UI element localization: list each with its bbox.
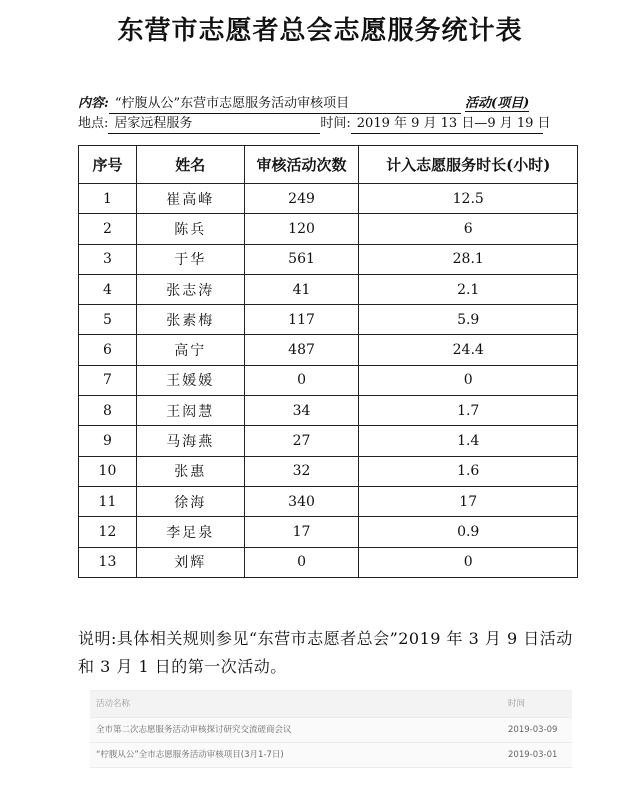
activity-date: 2019-03-01 bbox=[508, 750, 558, 760]
cell-name: 张素梅 bbox=[136, 305, 244, 335]
project-name: “柠腹从公”东营市志愿服务活动审核项目 bbox=[109, 95, 461, 114]
cell-count: 41 bbox=[244, 274, 359, 304]
header-activity-name: 活动名称 bbox=[96, 699, 131, 709]
activity-name-link[interactable]: “柠腹从公”全市志愿服务活动审核项目(3月1-7日) bbox=[96, 750, 284, 760]
activity-date: 2019-03-09 bbox=[508, 725, 558, 735]
header-activity-time: 时间 bbox=[508, 699, 526, 709]
cell-name: 李足泉 bbox=[136, 517, 244, 547]
cell-hours: 0.9 bbox=[359, 517, 578, 547]
cell-count: 27 bbox=[244, 426, 359, 456]
header-hours: 计入志愿服务时长(小时) bbox=[359, 146, 578, 184]
cell-index: 10 bbox=[79, 456, 137, 486]
table-header-row bbox=[79, 146, 578, 184]
cell-index: 11 bbox=[79, 486, 137, 516]
cell-count: 32 bbox=[244, 456, 359, 486]
table-row bbox=[79, 365, 578, 395]
cell-index: 12 bbox=[79, 517, 137, 547]
header-count: 审核活动次数 bbox=[244, 146, 359, 184]
cell-name: 崔高峰 bbox=[136, 184, 244, 214]
cell-hours: 28.1 bbox=[359, 244, 578, 274]
cell-name: 马海燕 bbox=[136, 426, 244, 456]
cell-name: 张志涛 bbox=[136, 274, 244, 304]
activity-label: 活动(项目) bbox=[464, 96, 530, 111]
cell-name: 王闳慧 bbox=[136, 396, 244, 426]
note-text: 说明:具体相关规则参见“东营市志愿者总会”2019 年 3 月 9 日活动和 3 月 1 日的第一次活动。 bbox=[78, 629, 573, 676]
cell-count: 17 bbox=[244, 517, 359, 547]
cell-hours: 2.1 bbox=[359, 274, 578, 304]
cell-count: 249 bbox=[244, 184, 359, 214]
activity-list bbox=[90, 690, 572, 768]
time-value: 2019 年 9 月 13 日—9 月 19 日 bbox=[351, 115, 543, 134]
place-value: 居家远程服务 bbox=[108, 115, 320, 134]
meta-content-line bbox=[78, 95, 578, 114]
table-row bbox=[79, 305, 578, 335]
cell-name: 高宁 bbox=[136, 335, 244, 365]
table-row bbox=[79, 486, 578, 516]
place-label: 地点: bbox=[78, 116, 109, 131]
table-row bbox=[79, 214, 578, 244]
table-row bbox=[79, 426, 578, 456]
cell-hours: 1.4 bbox=[359, 426, 578, 456]
table-row bbox=[79, 335, 578, 365]
cell-count: 561 bbox=[244, 244, 359, 274]
cell-index: 9 bbox=[79, 426, 137, 456]
cell-name: 于华 bbox=[136, 244, 244, 274]
cell-hours: 12.5 bbox=[359, 184, 578, 214]
activity-list-header bbox=[90, 691, 572, 718]
cell-index: 6 bbox=[79, 335, 137, 365]
cell-name: 张惠 bbox=[136, 456, 244, 486]
cell-index: 7 bbox=[79, 365, 137, 395]
content-label: 内容: bbox=[78, 96, 109, 111]
cell-count: 340 bbox=[244, 486, 359, 516]
table-row bbox=[79, 184, 578, 214]
meta-place-line bbox=[78, 115, 578, 134]
header-name: 姓名 bbox=[136, 146, 244, 184]
cell-index: 2 bbox=[79, 214, 137, 244]
cell-hours: 5.9 bbox=[359, 305, 578, 335]
cell-hours: 6 bbox=[359, 214, 578, 244]
activity-list-item[interactable] bbox=[90, 743, 572, 768]
table-row bbox=[79, 396, 578, 426]
cell-hours: 1.7 bbox=[359, 396, 578, 426]
cell-count: 34 bbox=[244, 396, 359, 426]
header-index: 序号 bbox=[79, 146, 137, 184]
cell-name: 王媛媛 bbox=[136, 365, 244, 395]
cell-index: 5 bbox=[79, 305, 137, 335]
table-row bbox=[79, 456, 578, 486]
cell-index: 4 bbox=[79, 274, 137, 304]
cell-hours: 0 bbox=[359, 365, 578, 395]
cell-count: 120 bbox=[244, 214, 359, 244]
cell-name: 徐海 bbox=[136, 486, 244, 516]
activity-name-link[interactable]: 全市第二次志愿服务活动审核探讨研究交流磋商会议 bbox=[96, 725, 292, 735]
table-row bbox=[79, 547, 578, 577]
cell-index: 13 bbox=[79, 547, 137, 577]
cell-index: 8 bbox=[79, 396, 137, 426]
cell-hours: 0 bbox=[359, 547, 578, 577]
cell-count: 0 bbox=[244, 547, 359, 577]
cell-count: 487 bbox=[244, 335, 359, 365]
cell-index: 3 bbox=[79, 244, 137, 274]
cell-hours: 1.6 bbox=[359, 456, 578, 486]
page-title: 东营市志愿者总会志愿服务统计表 bbox=[117, 16, 523, 46]
table-row bbox=[79, 244, 578, 274]
time-label: 时间: bbox=[320, 116, 351, 131]
cell-name: 陈兵 bbox=[136, 214, 244, 244]
cell-hours: 24.4 bbox=[359, 335, 578, 365]
activity-list-item[interactable] bbox=[90, 718, 572, 743]
cell-name: 刘辉 bbox=[136, 547, 244, 577]
cell-hours: 17 bbox=[359, 486, 578, 516]
table-row bbox=[79, 517, 578, 547]
cell-count: 117 bbox=[244, 305, 359, 335]
table-row bbox=[79, 274, 578, 304]
cell-index: 1 bbox=[79, 184, 137, 214]
cell-count: 0 bbox=[244, 365, 359, 395]
volunteer-stats-table bbox=[78, 145, 578, 578]
